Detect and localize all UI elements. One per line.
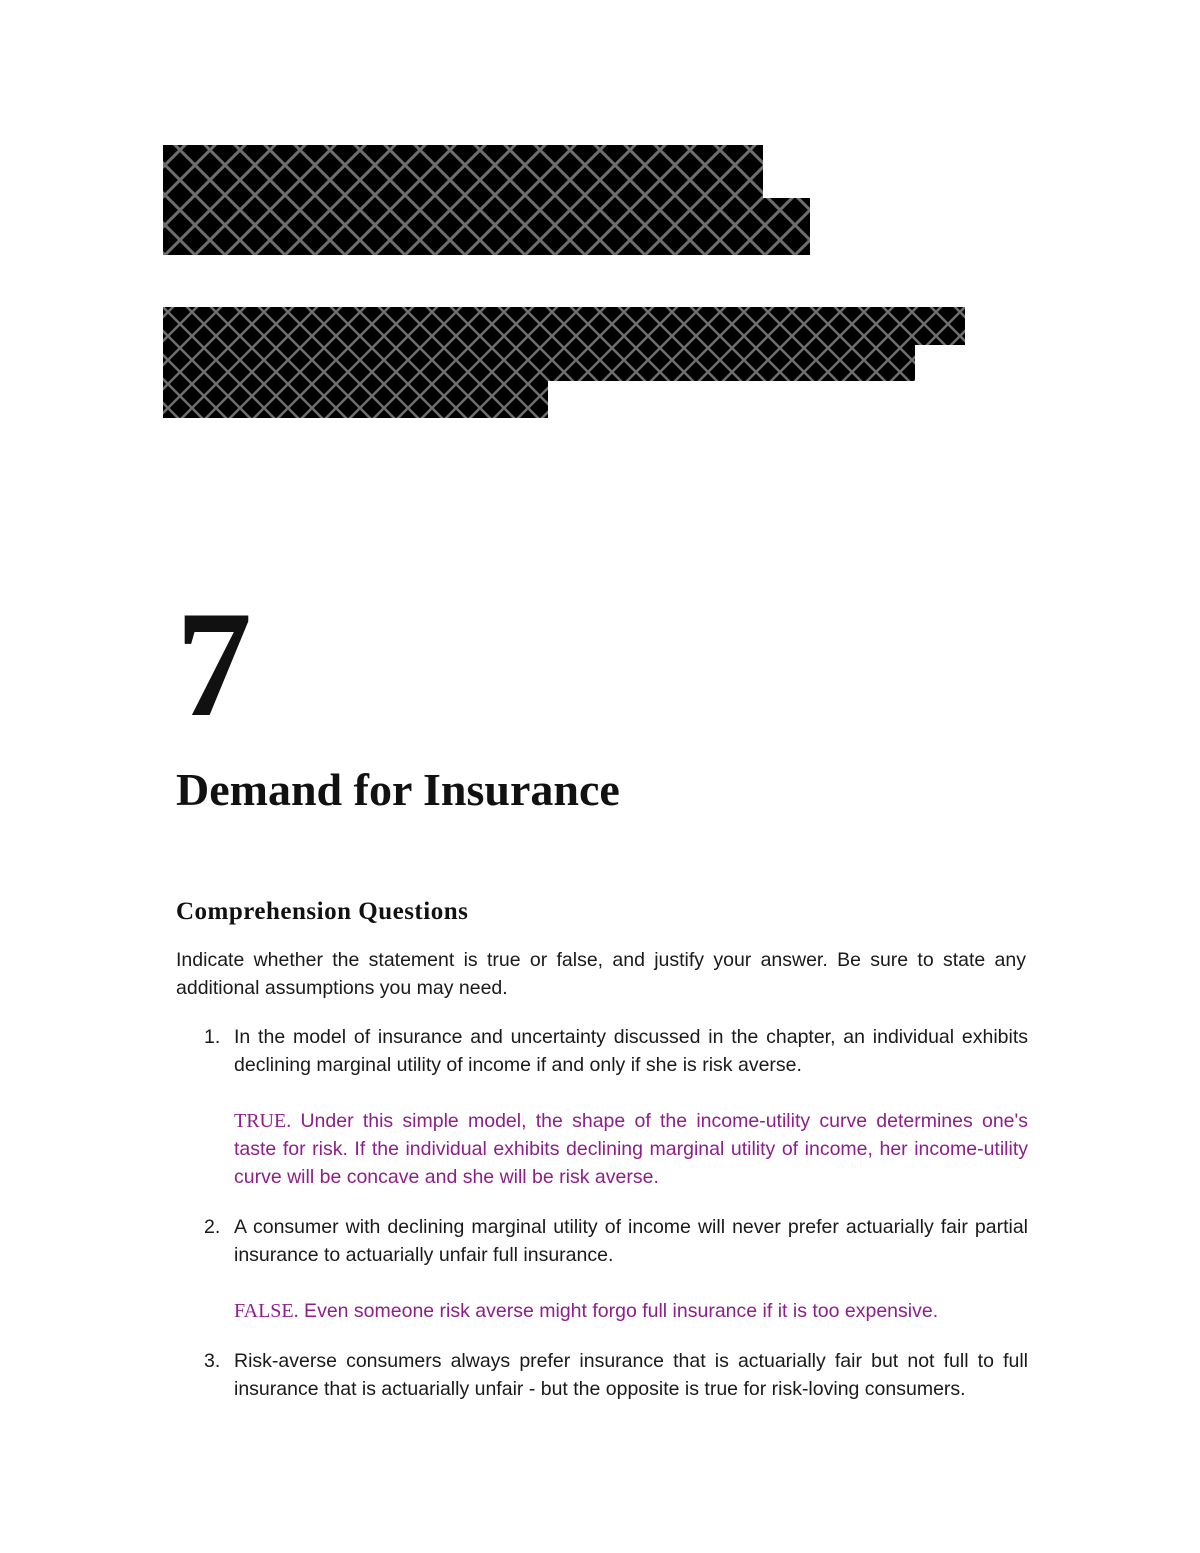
answer-verdict: FALSE. (234, 1300, 299, 1322)
answer-text: Under this simple model, the shape of the income-utility curve determines one's taste for risk. If the individual exhibits declining marginal utility of income, her income-utility curve will be concave and she will be risk averse. (234, 1110, 1028, 1188)
question-number: 1. (204, 1026, 221, 1048)
section-intro: Indicate whether the statement is true or false, and justify your answer. Be sure to state any additional assumptions you may need. (176, 949, 1026, 999)
question-text: A consumer with declining marginal utility of income will never prefer actuarially fair partial insurance to actuarially unfair full insurance. (234, 1216, 1028, 1266)
redacted-header-blocks (0, 0, 1200, 440)
answer-text: Even someone risk averse might forgo full insurance if it is too expensive. (298, 1300, 939, 1322)
answer (234, 1297, 1028, 1325)
question-list (176, 1023, 1028, 1425)
question-number: 2. (204, 1216, 221, 1238)
question-item (176, 1347, 1028, 1403)
question-item (176, 1213, 1028, 1325)
question-text: Risk-averse consumers always prefer insurance that is actuarially fair but not full to full insurance that is actuarially unfair - but the opposite is true for risk-loving consumers. (234, 1350, 1028, 1400)
question-text: In the model of insurance and uncertainty discussed in the chapter, an individual exhibits declining marginal utility of income if and only if she is risk averse. (234, 1026, 1028, 1076)
answer (234, 1107, 1028, 1191)
chapter-number: 7 (176, 580, 252, 748)
section-title: Comprehension Questions (176, 898, 469, 925)
question-item (176, 1023, 1028, 1191)
redaction-block-bottom (163, 307, 965, 418)
question-number: 3. (204, 1350, 221, 1372)
chapter-title: Demand for Insurance (176, 764, 620, 815)
redaction-block-top (163, 145, 810, 255)
answer-verdict: TRUE. (234, 1110, 292, 1132)
